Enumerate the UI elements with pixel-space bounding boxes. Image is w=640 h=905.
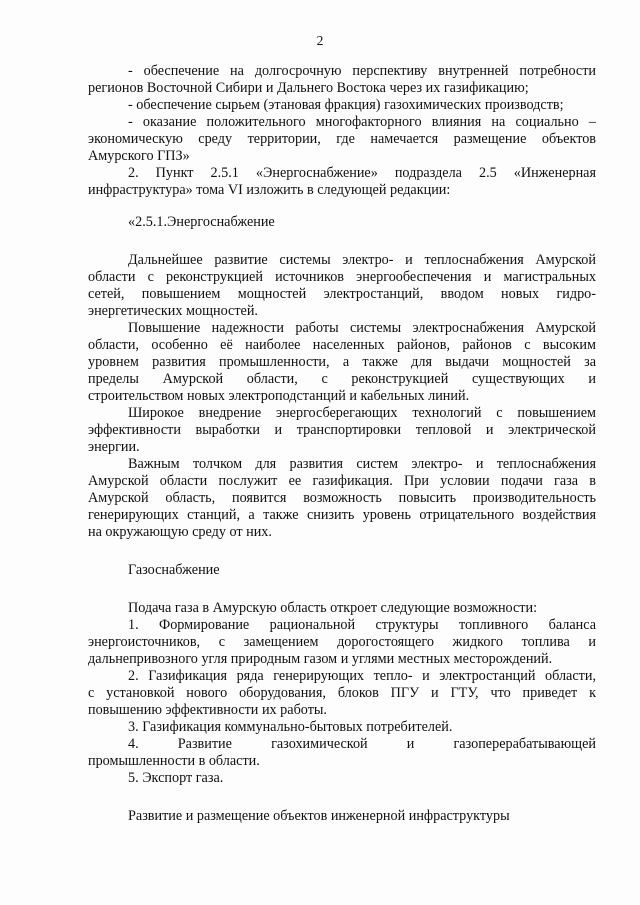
text-line: с установкой нового оборудования, блоков ПГУ и ГТУ, что приведет к <box>88 685 596 701</box>
text-line: дальнепривозного угля природным газом и углями местных месторождений. <box>88 651 553 667</box>
text-line: эффективности выработки и транспортировки тепловой и электрической <box>88 422 596 438</box>
text-line: инфраструктура» тома VI изложить в следующей редакции: <box>88 182 451 198</box>
text-line: 2. Пункт 2.5.1 «Энергоснабжение» подраздела 2.5 «Инженерная <box>128 165 596 181</box>
text-line: - обеспечение сырьем (этановая фракция) газохимических производств; <box>128 97 564 113</box>
list-item: 4. Развитие газохимической и газоперерабатывающей <box>128 736 596 752</box>
text-line: - оказание положительного многофакторного влияния на социально – <box>128 114 596 130</box>
text-line: энергоисточников, с замещением дорогостоящего жидкого топлива и <box>88 634 596 650</box>
text-line: Дальнейшее развитие системы электро- и теплоснабжения Амурской <box>128 252 596 268</box>
text-line: области с реконструкцией источников энергообеспечения и магистральных <box>88 269 596 285</box>
text-line: Амурской область, появится возможность повысить производительность <box>88 490 596 506</box>
text-line: энергии. <box>88 439 140 455</box>
list-item: 3. Газификация коммунально-бытовых потребителей. <box>128 719 453 735</box>
text-line: Широкое внедрение энергосберегающих технологий с повышением <box>128 405 596 421</box>
text-line: экономическую среду территории, где намечается размещение объектов <box>88 131 596 147</box>
text-line: Повышение надежности работы системы электроснабжения Амурской <box>128 320 596 336</box>
text-line: регионов Восточной Сибири и Дальнего Востока через их газификацию; <box>88 80 529 96</box>
text-line: Амурской области послужит ее газификация. При условии подачи газа в <box>88 473 596 489</box>
text-line: промышленности в области. <box>88 753 260 769</box>
text-line: пределы Амурской области, с реконструкцией существующих и <box>88 371 596 387</box>
text-line: Важным толчком для развития систем электро- и теплоснабжения <box>128 456 596 472</box>
list-item: 1. Формирование рациональной структуры топливного баланса <box>128 617 596 633</box>
text-line: уровнем развития промышленности, а также для выдачи мощностей за <box>88 354 596 370</box>
text-line: повышению эффективности их работы. <box>88 702 327 718</box>
section-heading: Газоснабжение <box>128 562 220 578</box>
page-number: 2 <box>316 33 324 48</box>
text-line: Амурского ГПЗ» <box>88 148 190 164</box>
list-item: 5. Экспорт газа. <box>128 770 224 786</box>
text-line: энергетических мощностей. <box>88 303 258 319</box>
text-line: строительством новых электроподстанций и кабельных линий. <box>88 388 470 404</box>
text-line: - обеспечение на долгосрочную перспективу внутренней потребности <box>128 63 596 79</box>
section-heading: Развитие и размещение объектов инженерной инфраструктуры <box>128 808 510 824</box>
list-item: 2. Газификация ряда генерирующих тепло- и электростанций области, <box>128 668 596 684</box>
text-line: генерирующих станций, а также снизить уровень отрицательного воздействия <box>88 507 596 523</box>
section-heading: «2.5.1.Энергоснабжение <box>128 214 275 230</box>
text-line: на окружающую среду от них. <box>88 524 272 540</box>
text-line: сетей, повышением мощностей электростанций, вводом новых гидро- <box>88 286 596 302</box>
text-line: Подача газа в Амурскую область откроет следующие возможности: <box>128 600 538 616</box>
text-line: области, особенно её наиболее населенных районов, районов с высоким <box>88 337 596 353</box>
